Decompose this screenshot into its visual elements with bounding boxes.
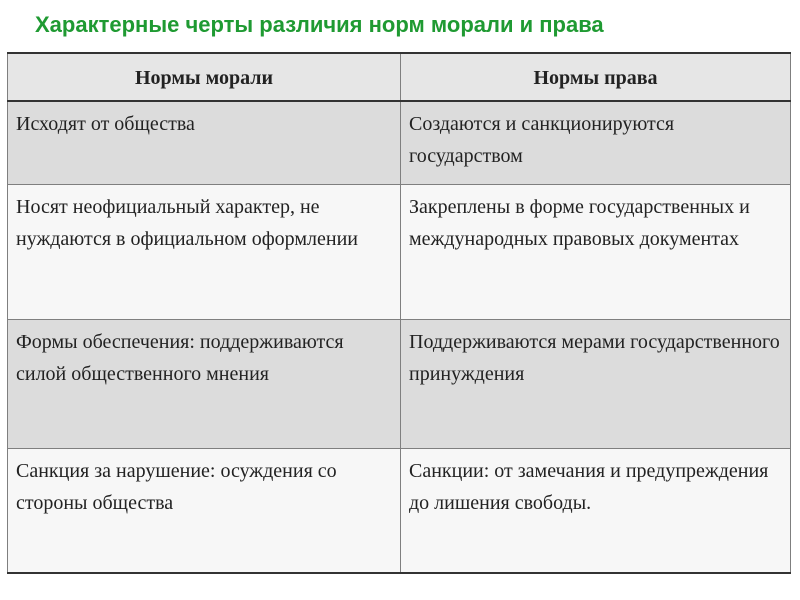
table-row (8, 320, 791, 449)
table-row (8, 101, 791, 185)
cell-morals-enforcement: Формы обеспечения: поддерживаются силой общественного мнения (8, 320, 401, 449)
cell-morals-sanction: Санкция за нарушение: осуждения со стороны общества (8, 449, 401, 574)
table-row (8, 185, 791, 320)
cell-morals-form: Носят неофициальный характер, не нуждаются в официальном оформлении (8, 185, 401, 320)
table-row (8, 449, 791, 574)
header-morals: Нормы морали (8, 53, 401, 101)
table-header-row (8, 53, 791, 101)
cell-law-source: Создаются и санкционируются государством (401, 101, 791, 185)
cell-law-enforcement: Поддерживаются мерами государственного принуждения (401, 320, 791, 449)
header-law: Нормы права (401, 53, 791, 101)
slide-title: Характерные черты различия норм морали и права (35, 12, 604, 37)
comparison-table (7, 52, 791, 574)
cell-morals-source: Исходят от общества (8, 101, 401, 185)
cell-law-sanction: Санкции: от замечания и предупреждения до лишения свободы. (401, 449, 791, 574)
cell-law-form: Закреплены в форме государственных и международных правовых документах (401, 185, 791, 320)
